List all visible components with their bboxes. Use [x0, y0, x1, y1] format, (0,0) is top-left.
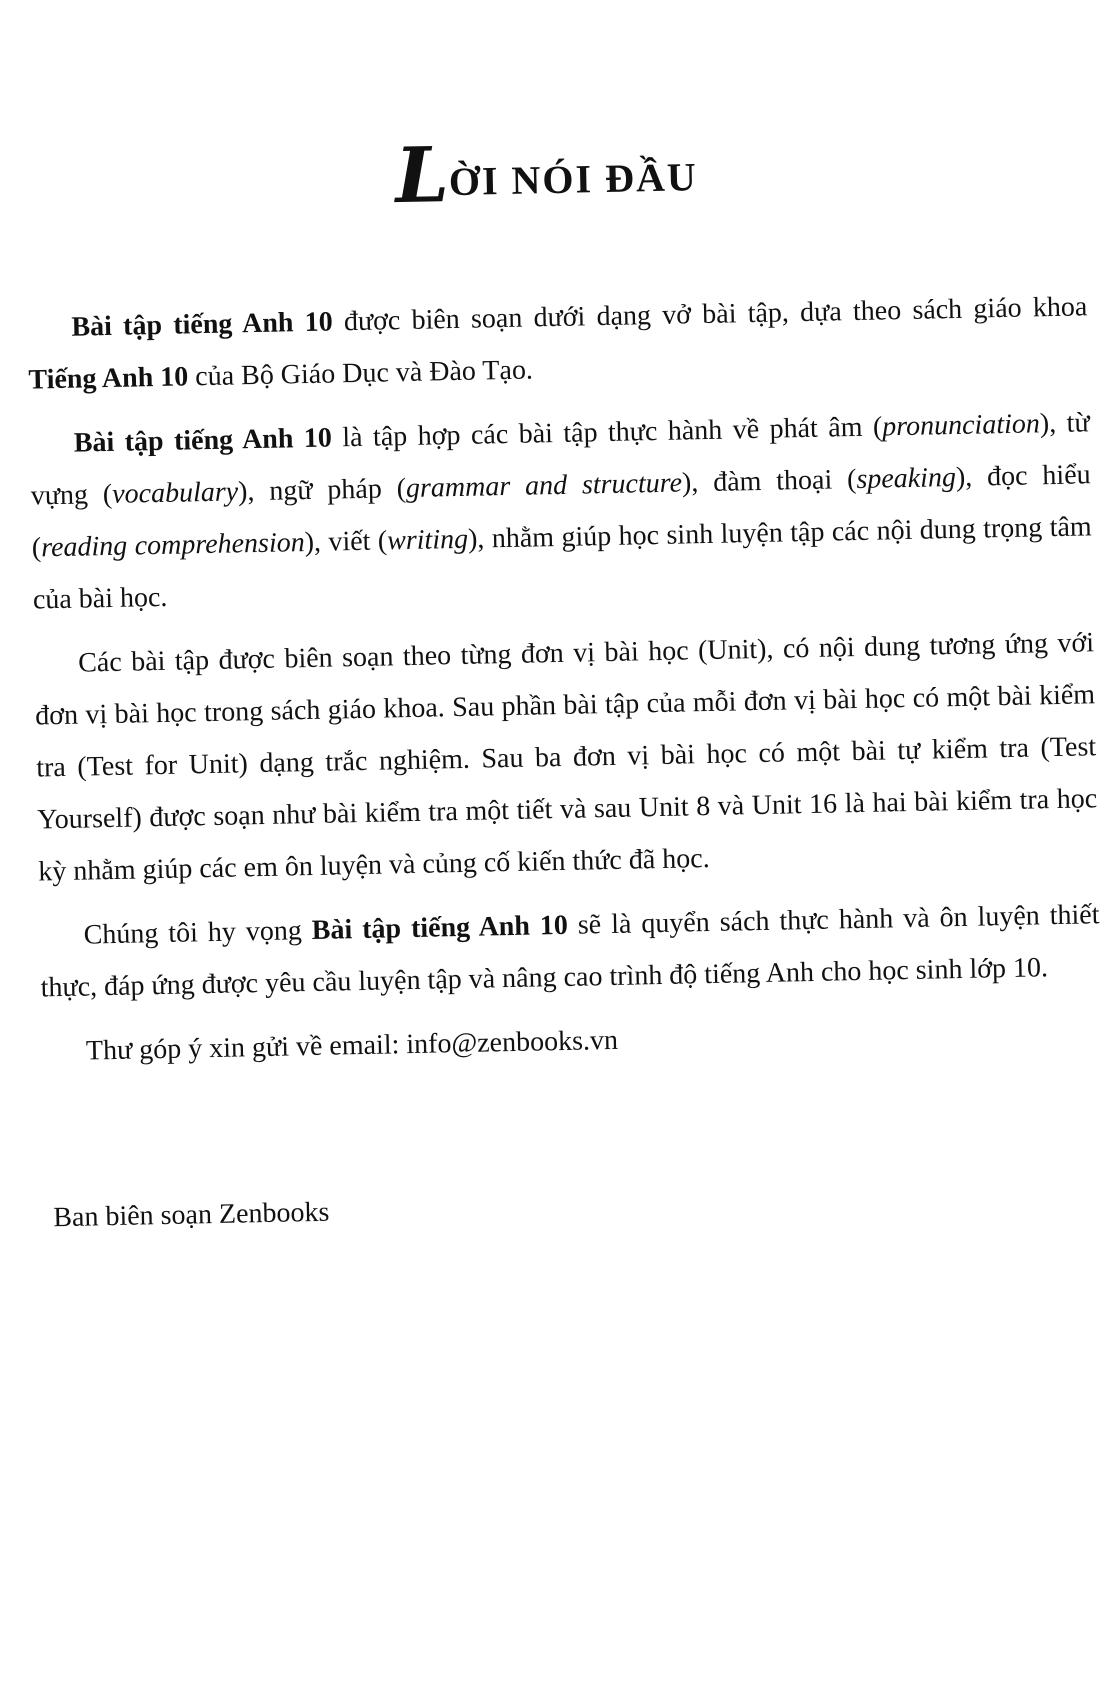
text-span: Chúng tôi hy vọng	[83, 915, 313, 951]
text-span: ), ngữ pháp (	[237, 473, 407, 508]
book-title-bold: Bài tập tiếng Anh 10	[71, 306, 333, 343]
title-decorative-initial: L	[394, 129, 450, 220]
text-span: ), viết (	[304, 525, 388, 559]
paragraph-contact: Thư góp ý xin gửi về email: info@zenbooks.vn	[85, 1024, 619, 1067]
term-italic: vocabulary	[111, 476, 239, 510]
text-span: ), từ vựng (	[30, 407, 1090, 512]
term-italic: speaking	[856, 461, 957, 495]
paragraph-structure: Các bài tập được biên soạn theo từng đơn vị bài học (Unit), có nội dung tương ứng với đơn vị bài học trong sách giáo khoa. Sau phần bài tập của mỗi đơn vị bài học có một bài kiểm tra (Test for Unit) dạng trắc nghiệm. Sau ba đơn vị bài học có một bài tự kiểm tra (Test Yourself) được soạn như bài kiểm tra một tiết và sau Unit 8 và Unit 16 là hai bài kiểm tra học kỳ nhằm giúp các em ôn luyện và củng cố kiến thức đã học.	[34, 627, 1098, 888]
book-title-bold: Bài tập tiếng Anh 10	[311, 909, 569, 946]
page-title	[0, 124, 1107, 222]
text-span: của Bộ Giáo Dục và Đào Tạo.	[187, 354, 534, 393]
text-span: được biên soạn dưới dạng vở bài tập, dựa theo sách giáo khoa	[332, 291, 1088, 338]
signature: Ban biên soạn Zenbooks	[53, 1196, 330, 1234]
text-span: ), đàm thoại (	[681, 463, 857, 499]
text-span: là tập hợp các bài tập thực hành về phát âm (	[331, 411, 883, 454]
term-italic: pronunciation	[881, 408, 1041, 443]
term-italic: writing	[386, 523, 469, 557]
text-span: ), đọc hiểu (	[31, 459, 1091, 564]
title-text: ỜI NÓI ĐẦU	[448, 153, 699, 204]
term-italic: reading comprehension	[40, 527, 305, 564]
paragraph-hope	[39, 889, 1101, 1014]
term-italic: grammar and structure	[405, 467, 683, 505]
book-title-bold: Bài tập tiếng Anh 10	[73, 422, 333, 459]
paragraph-contents	[29, 397, 1093, 626]
text-span: sẽ là quyển sách thực hành và ôn luyện thiết thực, đáp ứng được yêu cầu luyện tập và nâng cao trình độ tiếng Anh cho học sinh lớp 10.	[40, 899, 1100, 1004]
textbook-title-bold: Tiếng Anh 10	[28, 361, 189, 396]
text-span: ), nhằm giúp học sinh luyện tập các nội dung trọng tâm của bài học.	[32, 511, 1092, 616]
preface-body	[27, 281, 1103, 1090]
paragraph-intro	[27, 281, 1089, 406]
